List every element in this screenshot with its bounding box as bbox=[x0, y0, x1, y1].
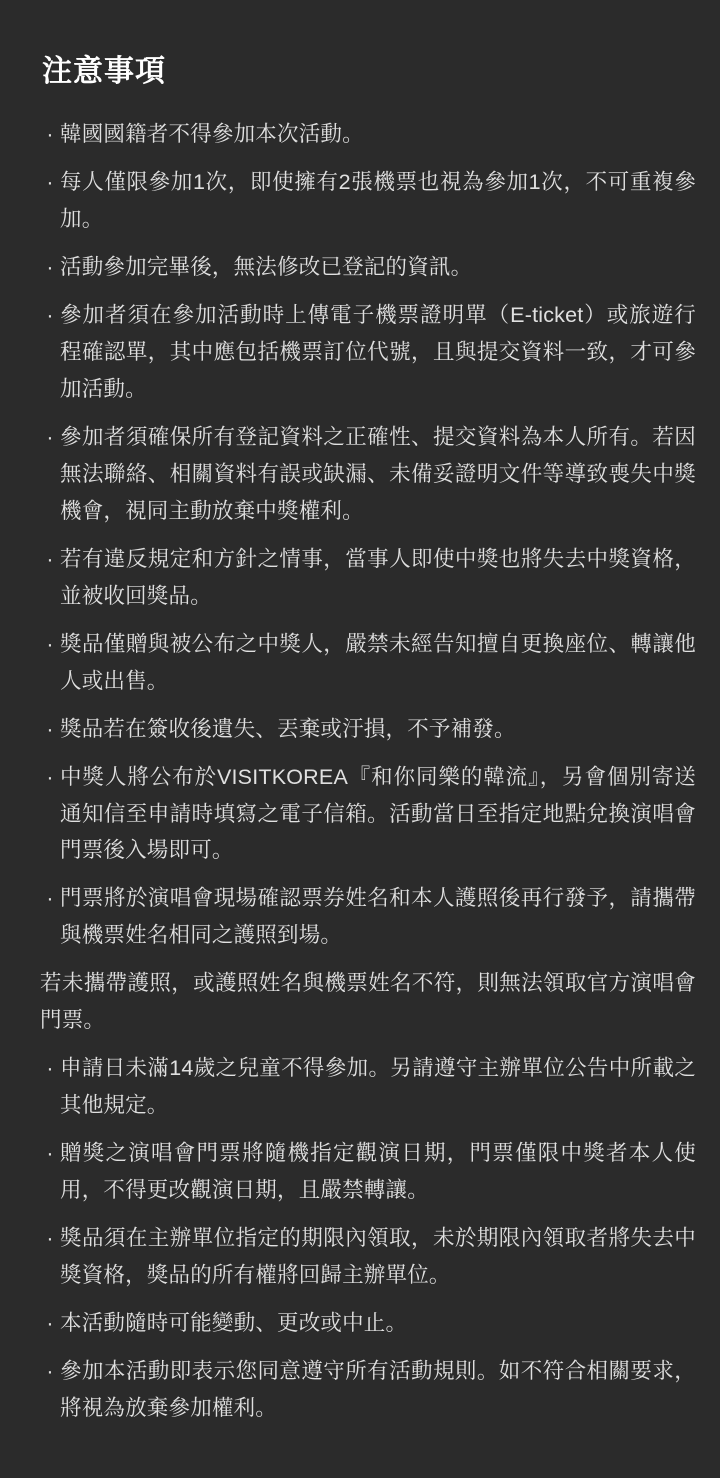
list-item-text: 每人僅限參加1次，即使擁有2張機票也視為參加1次，不可重複參加。 bbox=[60, 169, 696, 231]
list-item bbox=[40, 164, 696, 238]
list-item-text: 本活動隨時可能變動、更改或中止。 bbox=[60, 1311, 408, 1336]
list-item bbox=[40, 880, 696, 954]
bullet-icon: · bbox=[46, 169, 54, 194]
list-item bbox=[40, 541, 696, 615]
list-item-text: 若未攜帶護照，或護照姓名與機票姓名不符，則無法領取官方演唱會門票。 bbox=[40, 971, 696, 1033]
bullet-icon: · bbox=[46, 631, 54, 656]
list-item-text: 參加者須在參加活動時上傳電子機票證明單（E-ticket）或旅遊行程確認單，其中應包括機票訂位代號，且與提交資料一致，才可參加活動。 bbox=[60, 302, 696, 401]
list-item bbox=[40, 249, 696, 286]
list-item bbox=[40, 297, 696, 408]
list-item bbox=[40, 1220, 696, 1294]
list-item-text: 贈獎之演唱會門票將隨機指定觀演日期，門票僅限中獎者本人使用，不得更改觀演日期，且嚴禁轉讓。 bbox=[60, 1141, 696, 1203]
bullet-icon: · bbox=[46, 886, 54, 911]
bullet-icon: · bbox=[46, 1311, 54, 1336]
page-title: 注意事項 bbox=[42, 55, 166, 88]
list-item-text: 獎品須在主辦單位指定的期限內領取，未於期限內領取者將失去中獎資格，獎品的所有權將回歸主辦單位。 bbox=[60, 1226, 696, 1288]
list-item bbox=[40, 965, 696, 1039]
list-item-text: 中獎人將公布於VISITKOREA『和你同樂的韓流』，另會個別寄送通知信至申請時填寫之電子信箱。活動當日至指定地點兌換演唱會門票後入場即可。 bbox=[60, 764, 696, 863]
bullet-icon: · bbox=[46, 1226, 54, 1251]
list-item-text: 若有違反規定和方針之情事，當事人即使中獎也將失去中獎資格，並被收回獎品。 bbox=[60, 546, 696, 608]
list-item-text: 門票將於演唱會現場確認票券姓名和本人護照後再行發予，請攜帶與機票姓名相同之護照到場。 bbox=[60, 886, 696, 948]
bullet-icon: · bbox=[46, 764, 54, 789]
bullet-icon: · bbox=[46, 546, 54, 571]
bullet-icon: · bbox=[46, 424, 54, 449]
bullet-icon: · bbox=[46, 716, 54, 741]
bullet-icon: · bbox=[46, 254, 54, 279]
list-item bbox=[40, 116, 696, 153]
list-item bbox=[40, 1305, 696, 1342]
list-item bbox=[40, 759, 696, 870]
list-item-text: 參加者須確保所有登記資料之正確性、提交資料為本人所有。若因無法聯絡、相關資料有誤或缺漏、未備妥證明文件等導致喪失中獎機會，視同主動放棄中獎權利。 bbox=[60, 424, 696, 523]
list-item bbox=[40, 1050, 696, 1124]
list-item bbox=[40, 711, 696, 748]
list-item-text: 獎品僅贈與被公布之中獎人，嚴禁未經告知擅自更換座位、轉讓他人或出售。 bbox=[60, 631, 696, 693]
list-item bbox=[40, 419, 696, 530]
notice-list bbox=[40, 116, 696, 1427]
list-item-text: 申請日未滿14歲之兒童不得參加。另請遵守主辦單位公告中所載之其他規定。 bbox=[60, 1056, 696, 1118]
list-item bbox=[40, 626, 696, 700]
bullet-icon: · bbox=[46, 1359, 54, 1384]
list-item-text: 獎品若在簽收後遺失、丟棄或汙損，不予補發。 bbox=[60, 716, 516, 741]
list-item-text: 參加本活動即表示您同意遵守所有活動規則。如不符合相關要求，將視為放棄參加權利。 bbox=[60, 1359, 696, 1421]
list-item-text: 活動參加完畢後，無法修改已登記的資訊。 bbox=[60, 254, 473, 279]
bullet-icon: · bbox=[46, 122, 54, 146]
list-item bbox=[40, 1135, 696, 1209]
bullet-icon: · bbox=[46, 302, 54, 327]
bullet-icon: · bbox=[46, 1056, 54, 1081]
list-item bbox=[40, 1353, 696, 1427]
bullet-icon: · bbox=[46, 1141, 54, 1166]
list-item-text: 韓國國籍者不得參加本次活動。 bbox=[60, 122, 364, 146]
